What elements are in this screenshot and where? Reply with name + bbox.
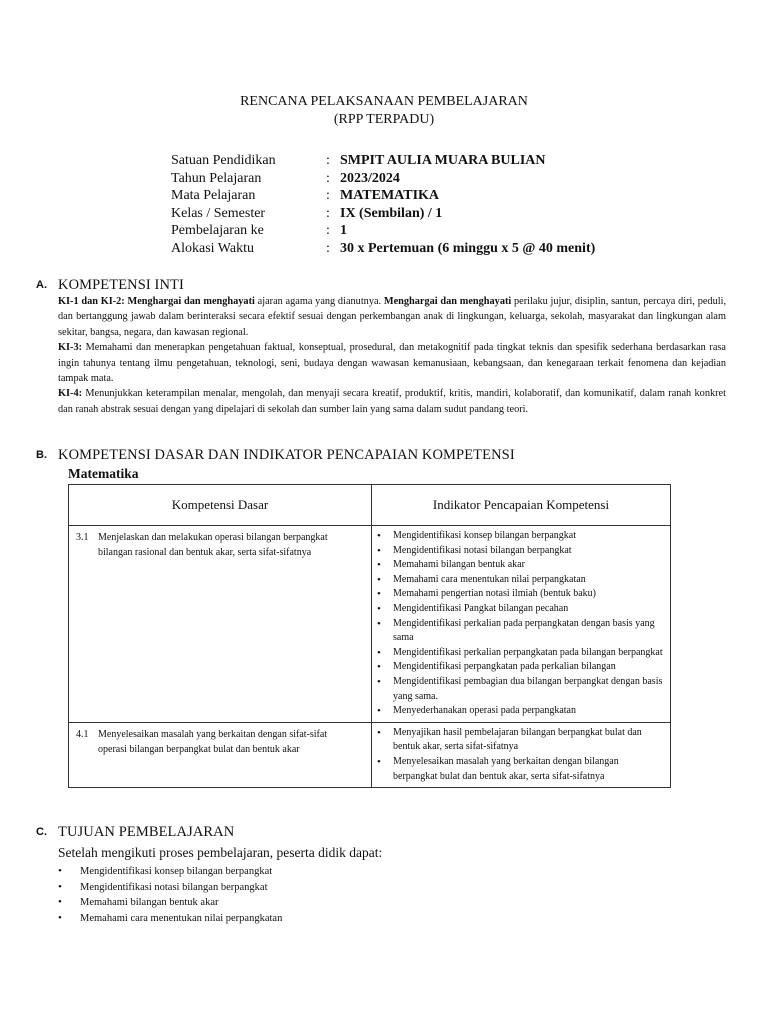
section-b-heading xyxy=(36,447,515,464)
section-title: TUJUAN PEMBELAJARAN xyxy=(58,824,235,840)
section-title: KOMPETENSI INTI xyxy=(58,277,184,293)
kd-number: 4.1 xyxy=(76,728,89,740)
ki-text: Memahami dan menerapkan pengetahuan faktual, konseptual, prosedural, dan metakognitif pada tingkat teknis dan spesifik sederhana berdasarkan rasa ingin tahunya tentang ilmu pengetahuan, teknologi, seni, budaya dengan wawasan kemanusiaan, kebangsaan, dan kenegaraan terkait fenomena dan kejadian tampak mata. xyxy=(58,342,726,385)
objective-intro: Setelah mengikuti proses pembelajaran, peserta didik dapat: xyxy=(58,845,383,860)
info-row xyxy=(171,205,595,223)
list-item: • Mengidentifikasi notasi bilangan berpangkat xyxy=(391,544,663,559)
table-header-kd: Kompetensi Dasar xyxy=(69,485,372,526)
section-c-heading xyxy=(36,824,234,841)
list-item: • Mengidentifikasi Pangkat bilangan pecahan xyxy=(391,602,663,617)
section-letter: B. xyxy=(36,449,47,461)
ki-emphasis: Menghargai dan menghayati xyxy=(127,296,255,307)
kd-cell xyxy=(69,722,372,787)
indicator-list xyxy=(373,529,669,721)
ki-label: KI-1 dan KI-2: xyxy=(58,296,125,307)
document-title: RENCANA PELAKSANAAN PEMBELAJARAN xyxy=(240,94,528,109)
indicator-cell xyxy=(372,526,671,723)
section-letter: C. xyxy=(36,826,47,838)
competency-table xyxy=(68,484,671,788)
table-header-indicator: Indikator Pencapaian Kompetensi xyxy=(372,485,671,526)
info-value: SMPIT AULIA MUARA BULIAN xyxy=(340,153,546,168)
info-colon: : xyxy=(326,240,330,256)
info-row xyxy=(171,187,595,205)
list-item: • Menyajikan hasil pembelajaran bilangan berpangkat bulat dan bentuk akar, serta sifat-sifatnya xyxy=(391,726,663,755)
list-item: • Memahami bilangan bentuk akar xyxy=(58,895,282,911)
info-label: Kelas / Semester xyxy=(171,205,266,221)
ki-label: KI-3: xyxy=(58,342,83,354)
list-item: • Menyederhanakan operasi pada perpangkatan xyxy=(391,704,663,719)
info-value: IX (Sembilan) / 1 xyxy=(340,205,443,221)
list-item: • Menyelesaikan masalah yang berkaitan dengan bilangan berpangkat bulat dan bentuk akar, serta sifat-sifatnya xyxy=(391,755,663,784)
ki-label: KI-4: xyxy=(58,388,83,400)
indicator-list xyxy=(373,726,669,786)
table-header-row xyxy=(69,485,671,526)
list-item: • Memahami pengertian notasi ilmiah (bentuk baku) xyxy=(391,587,663,602)
ki-emphasis: Menghargai dan menghayati xyxy=(383,296,512,307)
info-label: Mata Pelajaran xyxy=(171,188,256,204)
list-item: • Mengidentifikasi konsep bilangan berpangkat xyxy=(391,529,663,544)
info-row xyxy=(171,170,595,188)
list-item: • Mengidentifikasi notasi bilangan berpangkat xyxy=(58,880,282,896)
info-colon: : xyxy=(326,153,330,168)
kd-text: Menyelesaikan masalah yang berkaitan dengan sifat-sifat operasi bilangan berpangkat bulat dan bentuk akar xyxy=(98,728,328,755)
kd-cell xyxy=(69,526,372,723)
list-item: • Mengidentifikasi pembagian dua bilangan berpangkat dengan basis yang sama. xyxy=(391,675,663,704)
ki-text: perilaku jujur, disiplin, santun, percaya diri, peduli, dan bertanggung jawab dalam berinteraksi secara efektif sesuai dengan perkembangan anak di lingkungan, keluarga, sekolah, masyarakat dan lingkungan alam sekitar, bangsa, negara, dan kawasan regional. xyxy=(58,296,727,338)
subject-heading: Matematika xyxy=(68,466,139,481)
document-subtitle: (RPP TERPADU) xyxy=(333,112,435,127)
kd-text: Menjelaskan dan melakukan operasi bilangan berpangkat bilangan rasional dan bentuk akar, serta sifat-sifatnya xyxy=(98,532,328,558)
ki-paragraph xyxy=(58,294,726,417)
table-row xyxy=(69,526,671,723)
section-letter: A. xyxy=(36,279,47,291)
list-item: • Mengidentifikasi perpangkatan pada perkalian bilangan xyxy=(391,660,663,675)
list-item: • Memahami cara menentukan nilai perpangkatan xyxy=(58,911,282,927)
ki-text: Menunjukkan keterampilan menalar, mengolah, dan menyaji secara kreatif, produktif, kritis, mandiri, kolaboratif, dan komunikatif, dalam ranah konkret dan ranah abstrak sesuai dengan yang dipelajari di sekolah dan sumber lain yang sama dalam sudut pandang teori. xyxy=(58,388,726,415)
info-row xyxy=(171,240,595,258)
ki-text: ajaran agama yang dianutnya. xyxy=(257,296,382,307)
info-value: MATEMATIKA xyxy=(340,188,440,204)
info-colon: : xyxy=(326,205,330,221)
objective-list xyxy=(58,864,282,927)
list-item: • Memahami cara menentukan nilai perpangkatan xyxy=(391,573,663,588)
table-row xyxy=(69,722,671,787)
indicator-cell xyxy=(372,722,671,787)
list-item: • Mengidentifikasi perkalian perpangkatan pada bilangan berpangkat xyxy=(391,646,663,661)
info-label: Satuan Pendidikan xyxy=(171,153,276,168)
info-row xyxy=(171,222,595,240)
info-colon: : xyxy=(326,223,330,239)
info-label: Pembelajaran ke xyxy=(171,223,264,239)
list-item: • Mengidentifikasi perkalian pada perpangkatan dengan basis yang sama xyxy=(391,617,663,646)
list-item: • Mengidentifikasi konsep bilangan berpangkat xyxy=(58,864,282,880)
section-a-heading xyxy=(36,277,184,294)
info-label: Tahun Pelajaran xyxy=(171,170,262,186)
kd-number: 3.1 xyxy=(76,532,89,543)
info-row xyxy=(171,152,595,170)
identity-block xyxy=(171,152,595,258)
list-item: • Memahami bilangan bentuk akar xyxy=(391,558,663,573)
section-title: KOMPETENSI DASAR DAN INDIKATOR PENCAPAIAN KOMPETENSI xyxy=(58,447,515,463)
info-colon: : xyxy=(326,170,330,186)
info-label: Alokasi Waktu xyxy=(171,240,254,256)
info-value: 1 xyxy=(340,223,347,239)
info-colon: : xyxy=(326,188,330,204)
info-value: 2023/2024 xyxy=(340,170,400,186)
info-value: 30 x Pertemuan (6 minggu x 5 @ 40 menit) xyxy=(340,240,596,256)
